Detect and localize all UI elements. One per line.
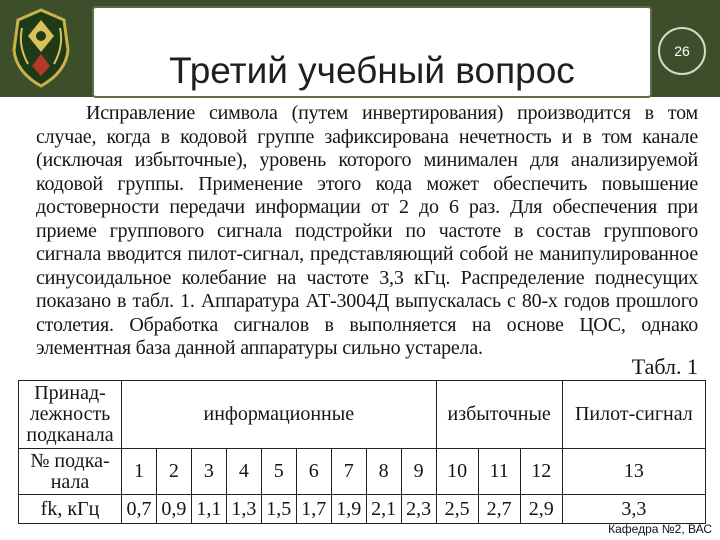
page-number: 26 [658, 27, 706, 75]
frequency-cell: 1,3 [226, 495, 261, 524]
frequency-cell: 2,3 [401, 495, 436, 524]
channel-cell: 3 [191, 449, 226, 495]
row-header-membership: Принад-лежность подканала [19, 381, 122, 449]
channel-cell: 13 [562, 449, 705, 495]
channel-cell: 9 [401, 449, 436, 495]
body-paragraph: Исправление символа (путем инвертирования) производится в том случае, когда в кодовой группе зафиксирована нечетность и в том канале (исключая избыточные), уровень которого минимален для анализируемой кодовой группы. Применение этого кода может обеспечить повышение достоверности передачи информации от 2 до 6 раз. Для обеспечения при приеме группового сигнала подстройки по частоте в состав группового сигнала вводится пилот-сигнал, представляющий собой не манипулированное синусоидальное колебание на частоте 3,3 кГц. Распределение поднесущих показано в табл. 1. Аппаратура АТ-3004Д выпускалась с 80-х годов прошлого столетия. Обработка сигналов в выполняется на основе ЦОС, однако элементная база данной аппаратуры сильно устарела. [36, 102, 698, 359]
channel-cell: 1 [122, 449, 157, 495]
channel-cell: 5 [261, 449, 296, 495]
subcarrier-table [18, 380, 706, 524]
title-box [92, 6, 652, 98]
frequency-cell: 2,5 [436, 495, 478, 524]
channel-cell: 7 [331, 449, 366, 495]
frequency-cell: 2,7 [478, 495, 520, 524]
group-informational: информационные [122, 381, 437, 449]
frequency-cell: 0,7 [122, 495, 157, 524]
frequency-cell: 3,3 [562, 495, 705, 524]
group-redundant: избыточные [436, 381, 562, 449]
channel-cell: 8 [366, 449, 401, 495]
frequency-cell: 1,7 [296, 495, 331, 524]
channel-cell: 4 [226, 449, 261, 495]
channel-cell: 6 [296, 449, 331, 495]
frequency-cell: 1,5 [261, 495, 296, 524]
frequency-cell: 2,1 [366, 495, 401, 524]
frequency-cell: 2,9 [520, 495, 562, 524]
channel-cell: 12 [520, 449, 562, 495]
row-header-frequency: fk, кГц [19, 495, 122, 524]
channel-cell: 11 [478, 449, 520, 495]
channel-cell: 10 [436, 449, 478, 495]
footer-department: Кафедра №2, ВАС [608, 522, 712, 536]
channel-cell: 2 [156, 449, 191, 495]
table-caption: Табл. 1 [631, 354, 698, 379]
slide-title: Третий учебный вопрос [169, 50, 575, 91]
frequency-cell: 1,9 [331, 495, 366, 524]
frequency-cell: 0,9 [156, 495, 191, 524]
group-pilot: Пилот-сигнал [562, 381, 705, 449]
frequency-cell: 1,1 [191, 495, 226, 524]
row-header-channel-number: № подка-нала [19, 449, 122, 495]
military-emblem-icon [6, 6, 76, 90]
slide-header [0, 0, 720, 97]
